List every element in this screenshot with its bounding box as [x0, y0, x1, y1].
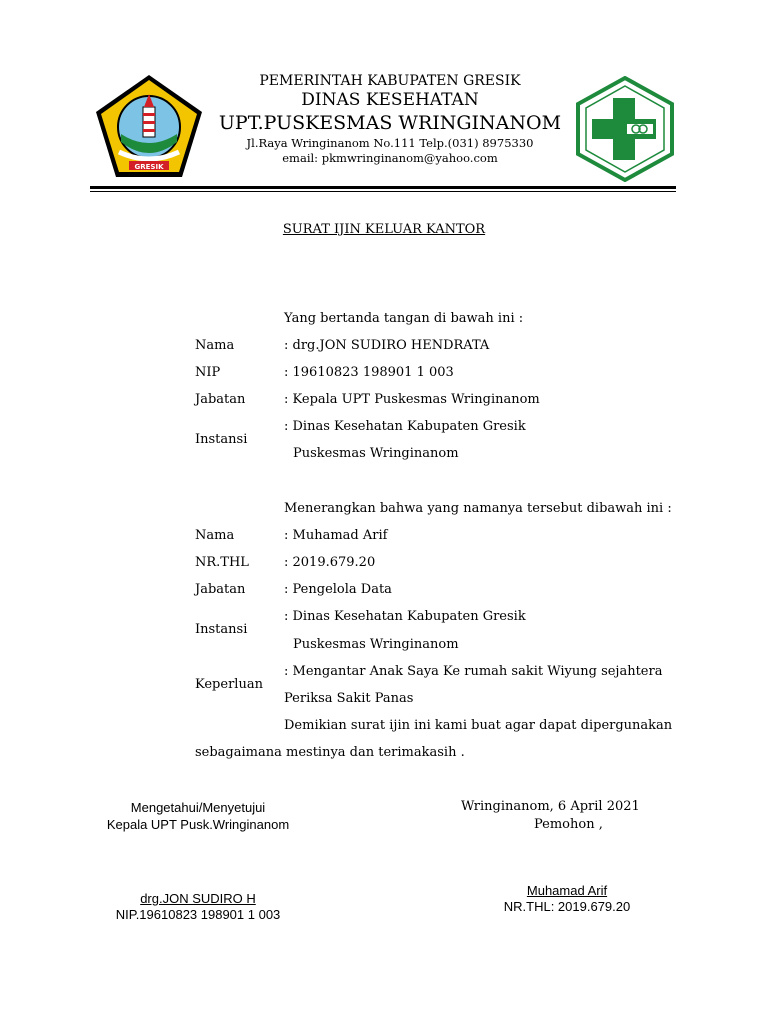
header-divider-thin	[90, 191, 676, 192]
employee-nrthl-label: NR.THL	[195, 555, 249, 570]
closing-line-2: sebagaimana mestinya dan terimakasih .	[195, 745, 465, 760]
sign-left-name: drg.JON SUDIRO H	[140, 891, 256, 906]
employee-keperluan-value-2: Periksa Sakit Panas	[284, 691, 414, 706]
sign-left-position: Kepala UPT Pusk.Wringinanom	[106, 817, 290, 832]
employee-nrthl-value: : 2019.679.20	[284, 555, 376, 570]
signer-nama-value: : drg.JON SUDIRO HENDRATA	[284, 338, 490, 353]
closing-line-1: Demikian surat ijin ini kami buat agar dapat dipergunakan	[284, 718, 673, 733]
sign-right-role: Pemohon ,	[534, 817, 603, 832]
sign-right-place-date: Wringinanom, 6 April 2021	[461, 799, 640, 814]
sign-right-name: Muhamad Arif	[526, 883, 608, 898]
gresik-logo-text: GRESIK	[134, 163, 164, 171]
employee-instansi-value-2: Puskesmas Wringinanom	[293, 637, 459, 652]
statement-text: Menerangkan bahwa yang namanya tersebut dibawah ini :	[284, 501, 672, 516]
signer-nama-label: Nama	[195, 338, 235, 353]
employee-keperluan-value-1: : Mengantar Anak Saya Ke rumah sakit Wiyung sejahtera	[284, 664, 663, 679]
document-title: SURAT IJIN KELUAR KANTOR	[282, 222, 486, 237]
signer-instansi-value-1: : Dinas Kesehatan Kabupaten Gresik	[284, 419, 526, 434]
employee-nama-label: Nama	[195, 528, 235, 543]
sign-left-approval: Mengetahui/Menyetujui	[130, 800, 266, 815]
employee-keperluan-label: Keperluan	[195, 677, 263, 692]
header-department: DINAS KESEHATAN	[301, 90, 479, 110]
puskesmas-logo	[575, 76, 675, 182]
signer-jabatan-value: : Kepala UPT Puskesmas Wringinanom	[284, 392, 540, 407]
intro-text: Yang bertanda tangan di bawah ini :	[284, 311, 524, 326]
signer-instansi-label: Instansi	[195, 432, 248, 447]
gresik-logo	[93, 72, 205, 180]
signer-instansi-value-2: Puskesmas Wringinanom	[293, 446, 459, 461]
signer-nip-label: NIP	[195, 365, 221, 380]
employee-jabatan-value: : Pengelola Data	[284, 582, 392, 597]
sign-right-nrthl: NR.THL: 2019.679.20	[503, 899, 631, 914]
employee-instansi-value-1: : Dinas Kesehatan Kabupaten Gresik	[284, 609, 526, 624]
header-institution: UPT.PUSKESMAS WRINGINANOM	[218, 112, 562, 134]
sign-left-nip: NIP.19610823 198901 1 003	[115, 907, 281, 922]
header-divider-thick	[90, 186, 676, 189]
header-address: Jl.Raya Wringinanom No.111 Telp.(031) 8975330	[246, 136, 534, 150]
employee-instansi-label: Instansi	[195, 622, 248, 637]
signer-jabatan-label: Jabatan	[195, 392, 246, 407]
signer-nip-value: : 19610823 198901 1 003	[284, 365, 454, 380]
header-email: email: pkmwringinanom@yahoo.com	[282, 151, 498, 165]
employee-nama-value: : Muhamad Arif	[284, 528, 388, 543]
employee-jabatan-label: Jabatan	[195, 582, 246, 597]
header-government: PEMERINTAH KABUPATEN GRESIK	[259, 73, 521, 89]
